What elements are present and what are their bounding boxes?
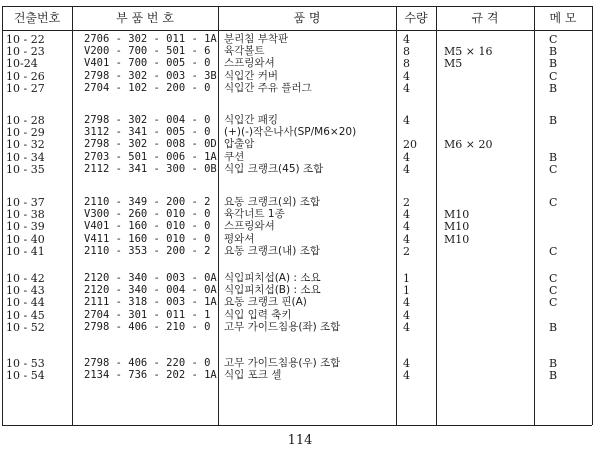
- cell-qty: 4: [403, 33, 410, 46]
- cell-memo: B: [549, 57, 558, 71]
- cell-code: 10 - 26: [6, 69, 45, 83]
- cell-code: 10 - 38: [6, 208, 45, 222]
- cell-part: V300 - 260 - 010 - 0: [84, 208, 211, 221]
- cell-memo: B: [549, 369, 558, 383]
- table-bottom-border: [2, 425, 592, 426]
- cell-qty: 2: [403, 196, 410, 209]
- cell-name: 고무 가이드침용(좌) 조합: [224, 320, 341, 333]
- cell-code: 10 - 27: [6, 81, 45, 95]
- cell-name: 스프링와셔: [224, 57, 275, 70]
- column-divider: [2, 6, 3, 425]
- cell-part: 2798 - 302 - 004 - 0: [84, 114, 211, 126]
- cell-qty: 1: [403, 272, 410, 285]
- cell-memo: C: [549, 69, 558, 83]
- cell-name: 식입간 패킹: [224, 114, 279, 126]
- cell-name: 식입피치섭(A) : 소요: [224, 272, 321, 284]
- cell-qty: 4: [403, 308, 410, 322]
- cell-name: 식입 크랭크(45) 조합: [224, 162, 324, 175]
- header-divider: [2, 30, 592, 31]
- cell-name: 식입 입력 축키: [224, 308, 292, 321]
- cell-name: 육각너트 1종: [224, 208, 285, 221]
- cell-code: 10 - 37: [6, 196, 45, 209]
- cell-memo: C: [549, 162, 558, 176]
- cell-memo: C: [549, 284, 558, 298]
- cell-qty: 8: [403, 57, 410, 71]
- cell-memo: B: [549, 81, 558, 95]
- cell-spec: M5 × 16: [444, 45, 493, 59]
- cell-qty: 4: [403, 369, 410, 383]
- column-divider: [436, 6, 437, 425]
- cell-qty: 4: [403, 296, 410, 310]
- cell-code: 10 - 53: [6, 357, 45, 370]
- cell-part: 2798 - 302 - 003 - 3B: [84, 69, 217, 82]
- table-top-border: [2, 6, 592, 7]
- cell-code: 10 - 23: [6, 45, 45, 59]
- cell-part: 2120 - 340 - 003 - 0A: [84, 272, 217, 284]
- cell-code: 10 - 52: [6, 320, 45, 334]
- cell-qty: 4: [403, 162, 410, 176]
- cell-qty: 4: [403, 320, 410, 334]
- cell-code: 10 - 45: [6, 308, 45, 322]
- cell-code: 10 - 39: [6, 220, 45, 234]
- cell-qty: 4: [403, 232, 410, 246]
- cell-part: 2704 - 102 - 200 - 0: [84, 81, 211, 94]
- cell-code: 10-24: [6, 57, 38, 71]
- cell-qty: 4: [403, 81, 410, 95]
- cell-part: 2134 - 736 - 202 - 1A: [84, 369, 217, 382]
- header-code: 건출번호: [13, 11, 61, 25]
- cell-part: V401 - 160 - 010 - 0: [84, 220, 211, 233]
- cell-name: 고무 가이드침용(우) 조합: [224, 357, 341, 369]
- cell-part: 2110 - 349 - 200 - 2: [84, 196, 211, 208]
- cell-name: 식입간 주유 플러그: [224, 81, 312, 94]
- cell-part: V401 - 700 - 005 - 0: [84, 57, 211, 70]
- cell-part: 2120 - 340 - 004 - 0A: [84, 284, 217, 297]
- cell-spec: M10: [444, 232, 470, 246]
- cell-name: (+)(-)작은나사(SP/M6×20): [224, 126, 357, 139]
- cell-qty: 2: [403, 244, 410, 258]
- cell-qty: 4: [403, 114, 410, 127]
- cell-qty: 4: [403, 357, 410, 370]
- column-divider: [72, 6, 73, 425]
- cell-part: 2798 - 406 - 220 - 0: [84, 357, 211, 369]
- cell-part: 2703 - 501 - 006 - 1A: [84, 150, 217, 163]
- cell-code: 10 - 32: [6, 138, 45, 152]
- cell-name: 스프링와셔: [224, 220, 275, 233]
- header-quantity: 수량: [404, 11, 428, 25]
- cell-name: 요동 크랭크(내) 조합: [224, 244, 321, 257]
- cell-memo: C: [549, 244, 558, 258]
- cell-name: 요동 크랭크(외) 조합: [224, 196, 321, 208]
- cell-memo: C: [549, 196, 558, 209]
- column-divider: [592, 6, 593, 425]
- cell-code: 10 - 54: [6, 369, 45, 383]
- cell-part: 2704 - 301 - 011 - 1: [84, 308, 211, 321]
- cell-qty: 8: [403, 45, 410, 59]
- cell-code: 10 - 44: [6, 296, 45, 310]
- cell-part: V411 - 160 - 010 - 0: [84, 232, 211, 245]
- cell-part: V200 - 700 - 501 - 6: [84, 45, 211, 58]
- column-divider: [396, 6, 397, 425]
- cell-part: 2798 - 406 - 210 - 0: [84, 320, 211, 333]
- header-part-name: 품 명: [293, 11, 321, 25]
- cell-code: 10 - 43: [6, 284, 45, 298]
- cell-name: 식입 포크 셀: [224, 369, 282, 382]
- cell-name: 압출암: [224, 138, 255, 151]
- cell-memo: C: [549, 272, 558, 285]
- cell-code: 10 - 41: [6, 244, 45, 258]
- cell-qty: 1: [403, 284, 410, 298]
- cell-part: 2798 - 302 - 008 - 0D: [84, 138, 217, 151]
- cell-code: 10 - 28: [6, 114, 45, 127]
- header-part-number: 부 품 번 호: [116, 11, 174, 25]
- cell-part: 2112 - 341 - 300 - 0B: [84, 162, 217, 175]
- cell-part: 2111 - 318 - 003 - 1A: [84, 296, 217, 309]
- cell-name: 쿠션: [224, 150, 245, 163]
- cell-memo: B: [549, 114, 558, 127]
- cell-part: 2706 - 302 - 011 - 1A: [84, 33, 217, 45]
- cell-code: 10 - 29: [6, 126, 45, 140]
- cell-qty: 4: [403, 208, 410, 222]
- cell-code: 10 - 34: [6, 150, 45, 164]
- cell-code: 10 - 22: [6, 33, 45, 46]
- cell-part: 3112 - 341 - 005 - 0: [84, 126, 211, 139]
- header-spec: 규 격: [471, 11, 499, 25]
- cell-name: 분리침 부착판: [224, 33, 289, 45]
- cell-qty: 4: [403, 220, 410, 234]
- page-number: 114: [287, 433, 313, 448]
- cell-code: 10 - 35: [6, 162, 45, 176]
- cell-spec: M5: [444, 57, 463, 71]
- cell-memo: B: [549, 357, 558, 370]
- cell-part: 2110 - 353 - 200 - 2: [84, 244, 211, 257]
- cell-memo: B: [549, 320, 558, 334]
- cell-code: 10 - 42: [6, 272, 45, 285]
- cell-spec: M10: [444, 220, 470, 234]
- cell-spec: M6 × 20: [444, 138, 493, 152]
- cell-spec: M10: [444, 208, 470, 222]
- cell-name: 평와셔: [224, 232, 255, 245]
- cell-memo: B: [549, 45, 558, 59]
- cell-memo: C: [549, 296, 558, 310]
- cell-qty: 4: [403, 69, 410, 83]
- header-memo: 메 모: [549, 11, 577, 25]
- cell-code: 10 - 40: [6, 232, 45, 246]
- cell-name: 식입간 커버: [224, 69, 279, 82]
- cell-memo: C: [549, 33, 558, 46]
- cell-qty: 20: [403, 138, 417, 152]
- column-divider: [534, 6, 535, 425]
- cell-name: 식입피치섭(B) : 소요: [224, 284, 321, 297]
- cell-memo: B: [549, 150, 558, 164]
- cell-qty: 4: [403, 150, 410, 164]
- cell-name: 요동 크랭크 핀(A): [224, 296, 307, 309]
- cell-name: 육각볼트: [224, 45, 265, 58]
- column-divider: [218, 6, 219, 425]
